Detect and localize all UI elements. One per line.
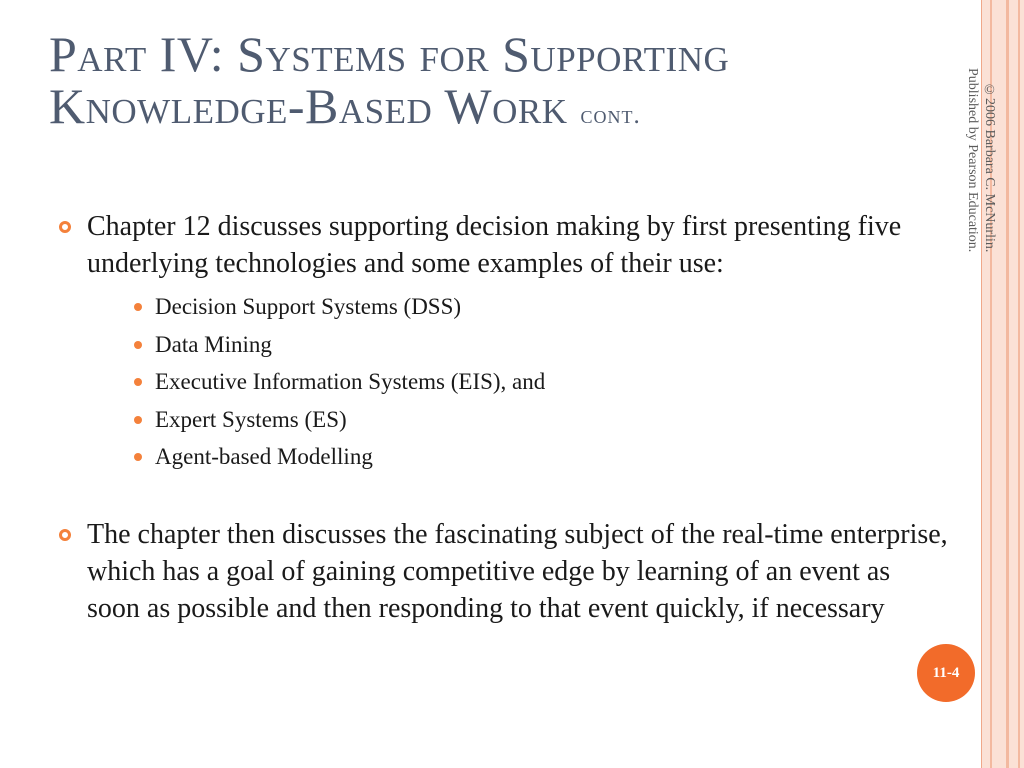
sub-list-item	[87, 288, 948, 326]
sub-list-item	[87, 401, 948, 439]
sub-list	[87, 288, 948, 476]
bullet-text: Chapter 12 discusses supporting decision making by first presenting five underlying technologies and some examples of their use:	[87, 211, 902, 279]
bullet-text: The chapter then discusses the fascinating subject of the real-time enterprise, which has a goal of gaining competitive edge by learning of an event as soon as possible and then responding to that event quickly, if necessary	[87, 518, 948, 624]
sub-list-text: Decision Support Systems (DSS)	[155, 294, 462, 319]
slide-title-suffix: cont.	[580, 102, 641, 129]
sub-list-text: Data Mining	[155, 331, 272, 357]
orange-dot-icon	[134, 416, 142, 424]
sub-list-item	[87, 363, 948, 401]
slide-title-line1: Part IV: Systems for Supporting	[49, 26, 730, 82]
sub-list-item	[87, 438, 948, 476]
orange-dot-icon	[134, 341, 142, 349]
sub-list-text: Agent-based Modelling	[155, 444, 373, 469]
sub-list-item	[87, 326, 948, 364]
sub-list-text: Executive Information Systems (EIS), and	[155, 369, 546, 394]
decorative-stripe	[1018, 0, 1020, 768]
bullet-item	[58, 208, 948, 476]
copyright-notice: ©2006 Barbara C. McNurlin. Published by Pearson Education.	[965, 67, 997, 252]
bullet-item	[58, 516, 948, 627]
orange-dot-icon	[134, 453, 142, 461]
page-number-badge: 11-4	[917, 644, 975, 702]
hollow-orange-circle-icon	[58, 528, 72, 542]
slide-title	[49, 28, 949, 142]
slide-title-line2: Knowledge-Based Work	[49, 78, 568, 134]
orange-dot-icon	[134, 378, 142, 386]
hollow-orange-circle-icon	[58, 220, 72, 234]
orange-dot-icon	[134, 303, 142, 311]
decorative-stripe	[1006, 0, 1009, 768]
sub-list-text: Expert Systems (ES)	[155, 406, 347, 432]
slide-content	[58, 208, 948, 627]
